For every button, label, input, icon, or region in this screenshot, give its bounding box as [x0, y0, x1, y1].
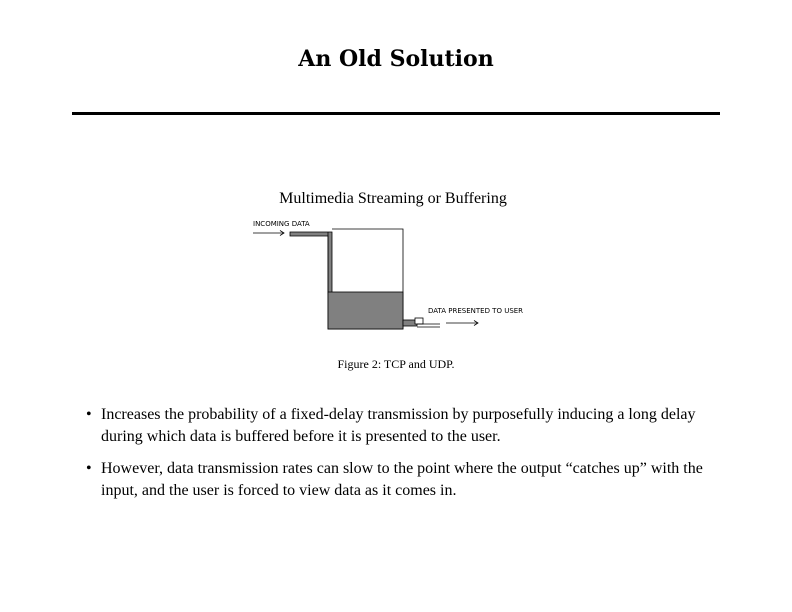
- bullet-item: [86, 404, 726, 448]
- incoming-arrow-icon: [253, 231, 284, 236]
- incoming-data-label: INCOMING DATA: [253, 220, 310, 228]
- outgoing-arrow-icon: [446, 321, 478, 326]
- slide-title: An Old Solution: [298, 46, 494, 72]
- bullet-text: Increases the probability of a fixed-delay transmission by purposefully inducing a long delay during which data is buffered before it is presented to the user.: [101, 406, 696, 445]
- bullet-item: [86, 458, 726, 502]
- figure-heading: Multimedia Streaming or Buffering: [279, 190, 507, 207]
- bullet-icon: •: [86, 406, 92, 423]
- figure-caption: Figure 2: TCP and UDP.: [337, 357, 455, 371]
- title-rule: [72, 112, 720, 115]
- buffer-diagram: [240, 214, 540, 339]
- inflow-pipe: [290, 232, 332, 294]
- data-presented-label: DATA PRESENTED TO USER: [428, 307, 524, 315]
- buffered-data-fill: [328, 292, 403, 329]
- bullet-text: However, data transmission rates can slow to the point where the output “catches up” with the input, and the user is forced to view data as it comes in.: [101, 460, 703, 499]
- bullet-list: [86, 404, 726, 512]
- bullet-icon: •: [86, 460, 92, 477]
- outflow-valve: [415, 318, 423, 324]
